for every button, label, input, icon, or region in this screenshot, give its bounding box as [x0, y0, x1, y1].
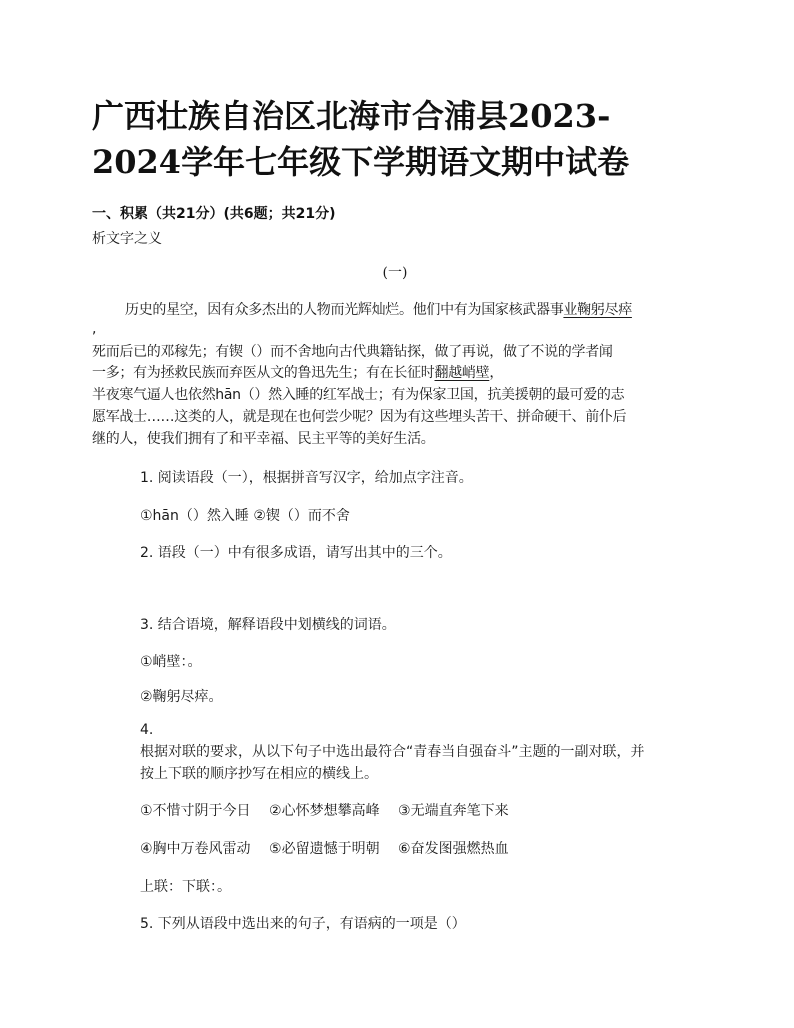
question-4-line-1: 根据对联的要求，从以下句子中选出最符合“青春当自强奋斗”主题的一副对联，并 — [140, 744, 645, 760]
passage-line-3: 死而后已的邓稼先；有锲（）而不舍地向古代典籍钻探，做了再说，做了不说的学者闻 — [92, 344, 613, 360]
question-4-options-row-1 — [140, 800, 523, 820]
passage-line-1: 历史的星空，因有众多杰出的人物而光辉灿烂。他们中有为国家核武器事业鞠躬尽瘁 — [125, 302, 632, 318]
title-line-1: 广西壮族自治区北海市合浦县2023- — [92, 97, 611, 135]
passage-line-2: , — [92, 321, 97, 337]
underlined-term-2: 翻越峭壁 — [434, 365, 490, 381]
option-6: ⑥奋发图强燃热血 — [398, 841, 509, 857]
passage-line-6: 愿军战士……这类的人，就是现在也何尝少呢？因为有这些埋头苦干、拼命硬干、前仆后 — [92, 409, 627, 425]
passage-line-4: 一多；有为拯救民族而弃医从文的鲁迅先生；有在长征时翻越峭壁， — [92, 365, 504, 381]
question-5: 5. 下列从语段中选出来的句子，有语病的一项是（） — [140, 916, 466, 932]
question-2: 2. 语段（一）中有很多成语，请写出其中的三个。 — [140, 545, 452, 561]
option-1: ①不惜寸阴于今日 — [140, 803, 251, 819]
option-3: ③无端直奔笔下来 — [398, 803, 509, 819]
question-3-item-b: ②鞠躬尽瘁。 — [140, 689, 223, 705]
question-3-item-a: ①峭壁：。 — [140, 654, 202, 670]
question-1-items: ①hān（）然入睡 ②锲（）而不舍 — [140, 508, 350, 524]
section-heading: 一、积累（共21分）(共6题；共21分) — [92, 206, 336, 222]
underlined-term-1: 业鞠躬尽瘁 — [563, 302, 632, 318]
passage-label: (一) — [382, 265, 408, 281]
exam-title — [92, 93, 732, 185]
title-line-2: 2024学年七年级下学期语文期中试卷 — [92, 143, 630, 181]
option-4: ④胸中万卷风雷动 — [140, 841, 251, 857]
section-subheading: 析文字之义 — [92, 231, 162, 247]
passage-line-7: 继的人，使我们拥有了和平幸福、民主平等的美好生活。 — [92, 431, 435, 447]
question-4-number: 4. — [140, 722, 154, 738]
option-2: ②心怀梦想攀高峰 — [269, 803, 380, 819]
question-3: 3. 结合语境，解释语段中划横线的词语。 — [140, 617, 396, 633]
option-5: ⑤必留遗憾于明朝 — [269, 841, 380, 857]
question-4-answer: 上联：下联：。 — [140, 879, 231, 895]
passage-line-5: 半夜寒气逼人也依然hān（）然入睡的红军战士；有为保家卫国，抗美援朝的最可爱的志 — [92, 387, 625, 403]
question-4-line-2: 按上下联的顺序抄写在相应的横线上。 — [140, 766, 378, 782]
question-1: 1. 阅读语段（一），根据拼音写汉字，给加点字注音。 — [140, 470, 473, 486]
question-4-options-row-2 — [140, 838, 523, 858]
